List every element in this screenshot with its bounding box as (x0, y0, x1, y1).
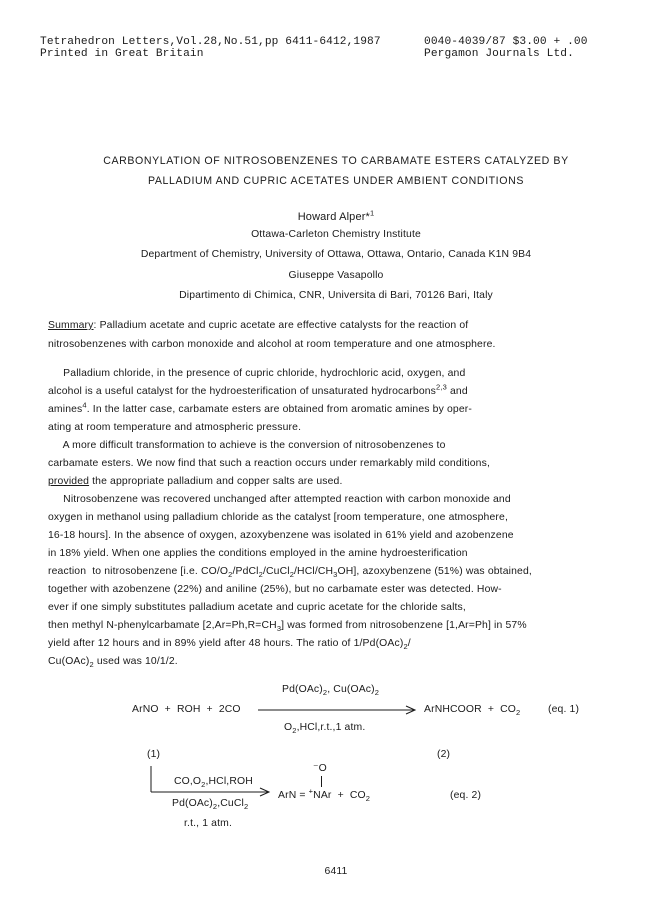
journal-citation: Tetrahedron Letters,Vol.28,No.51,pp 6411-6412,1987 (40, 36, 381, 48)
compound-1-label: (1) (147, 749, 161, 760)
department-2: Dipartimento di Chimica, CNR, Universita di Bari, 70126 Bari, Italy (179, 290, 493, 301)
para3-line-4: in 18% yield. When one applies the conditions employed in the amine hydroesterification (48, 548, 468, 559)
issn-price: 0040-4039/87 $3.00 + .00 (424, 36, 588, 48)
para3-line-2: oxygen in methanol using palladium chloride as the catalyst [room temperature, one atmosphere, (48, 512, 508, 523)
title-line-1: CARBONYLATION OF NITROSOBENZENES TO CARBAMATE ESTERS CATALYZED BY (103, 155, 569, 167)
eq2-conditions: r.t., 1 atm. (184, 818, 232, 829)
para3-line-3: 16-18 hours]. In the absence of oxygen, azoxybenzene was isolated in 61% yield and azobenzene (48, 530, 514, 541)
printed-location: Printed in Great Britain (40, 48, 204, 60)
eq2-reagents: $CO,O_2,HCl,ROH$ (174, 776, 253, 790)
eq2-product: ArN = $^+NAr + CO_2$ (278, 786, 371, 804)
eq1-products: ArNHCOOR + $CO_2$ (424, 704, 521, 718)
para3-line-8: then methyl N-phenylcarbamate $[2,Ar=Ph,R=CH_3]$ was formed from nitrosobenzene [1,Ar=Ph] in 57% (48, 620, 527, 634)
eq1-reactants: ArNO + ROH + 2CO (132, 704, 241, 715)
azoxy-bond (321, 776, 322, 787)
eq1-arrow (258, 704, 420, 718)
compound-2-label: (2) (437, 749, 451, 760)
summary-label: Summary (48, 320, 94, 331)
para1-line-2: alcohol is a useful catalyst for the hydroesterification of unsaturated hydrocarbons$^{2,3}$ and (48, 382, 468, 397)
author-2: Giuseppe Vasapollo (288, 270, 384, 281)
para3-line-9: yield after 12 hours and in 89% yield after 48 hours. The ratio of $1/Pd(OAc)_2/$ (48, 638, 411, 652)
para2-line-1: A more difficult transformation to achieve is the conversion of nitrosobenzenes to (48, 440, 446, 451)
department-1: Department of Chemistry, University of Ottawa, Ottawa, Ontario, Canada K1N 9B4 (140, 249, 532, 260)
azoxy-oxygen: ⁻O (313, 763, 327, 774)
para3-line-7: ever if one simply substitutes palladium acetate and cupric acetate for the chloride salts, (48, 602, 466, 613)
publisher: Pergamon Journals Ltd. (424, 48, 574, 60)
author-1: Howard Alper*$^1$ (297, 208, 375, 223)
para2-line-3: provided the appropriate palladium and copper salts are used. (48, 476, 343, 487)
institution-1: Ottawa-Carleton Chemistry Institute (251, 229, 421, 240)
summary-line-2: nitrosobenzenes with carbon monoxide and alcohol at room temperature and one atmosphere. (48, 339, 496, 350)
eq1-label: (eq. 1) (548, 704, 580, 715)
summary-line-1: Summary: Palladium acetate and cupric acetate are effective catalysts for the reaction of (48, 320, 469, 331)
para1-line-1: Palladium chloride, in the presence of cupric chloride, hydrochloric acid, oxygen, and (48, 368, 466, 379)
eq1-conditions: $O_2,HCl,r.t.,1$ atm. (284, 722, 366, 736)
para1-line-3: amines$^4$. In the latter case, carbamate esters are obtained from aromatic amines by oper- (48, 400, 472, 415)
eq2-label: (eq. 2) (450, 790, 482, 801)
para3-line-10: $Cu(OAc)_2$ used was 10/1/2. (48, 656, 178, 670)
para3-line-5: reaction to nitrosobenzene [i.e. $CO/O_2/PdCl_2/CuCl_2/HCl/CH_3OH$], azoxybenzene (51%) was obtained, (48, 566, 532, 580)
para3-line-6: together with azobenzene (22%) and aniline (25%), but no carbamate ester was detected. How- (48, 584, 502, 595)
para2-line-2: carbamate esters. We now find that such a reaction occurs under remarkably mild conditions, (48, 458, 490, 469)
eq1-catalysts: $Pd(OAc)_2$, $Cu(OAc)_2$ (282, 684, 380, 698)
para3-line-1: Nitrosobenzene was recovered unchanged after attempted reaction with carbon monoxide and (48, 494, 511, 505)
title-line-2: PALLADIUM AND CUPRIC ACETATES UNDER AMBIENT CONDITIONS (148, 175, 524, 187)
eq2-catalysts: $Pd(OAc)_2,CuCl_2$ (172, 798, 249, 812)
page-number: 6411 (324, 866, 348, 877)
para1-line-4: ating at room temperature and atmospheric pressure. (48, 422, 302, 433)
